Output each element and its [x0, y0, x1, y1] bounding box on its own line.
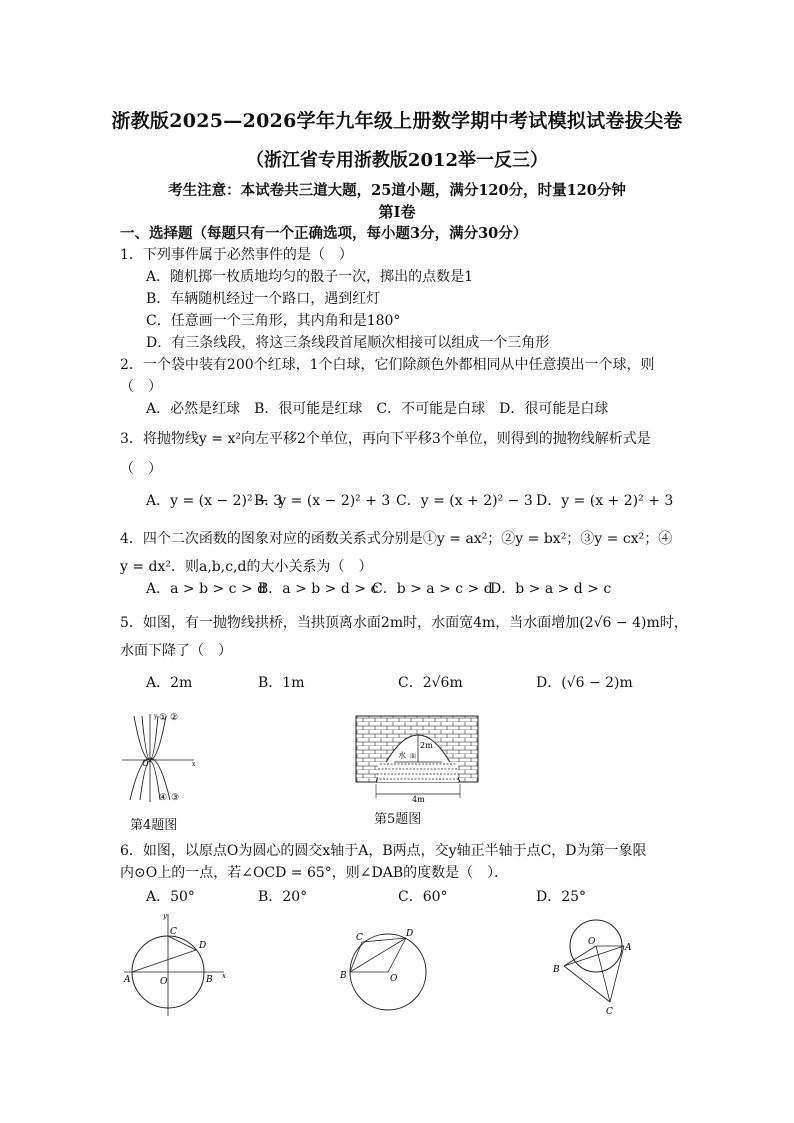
q3-stem: 3．将抛物线y = x²向左平移2个单位，再向下平移3个单位，则得到的抛物线解析式是 [120, 431, 651, 447]
fig4-label-y: y [154, 713, 158, 720]
fig6-label-x: x [222, 972, 226, 980]
fig6-label-c: C [170, 927, 177, 937]
fig6-label-d: D [199, 941, 207, 951]
q3-option-b: B．y = (x − 2)² + 3 [254, 493, 391, 509]
q6-stem-continued: 内⊙O上的一点，若∠OCD = 65°，则∠DAB的度数是（ ）． [120, 865, 509, 881]
q4-option-a: A．a > b > c > d [146, 581, 267, 597]
figure-q4-parabolas [118, 708, 198, 804]
q5-option-c: C．2√6m [398, 675, 463, 691]
fig6b-label-b: B [340, 971, 347, 981]
q3-bracket: （ ） [120, 461, 162, 477]
q5-stem: 5．如图，有一抛物线拱桥，当拱顶离水面2m时，水面宽4m，当水面增加(2√6 − 4)m时， [120, 615, 688, 631]
fig6b-label-o: O [390, 974, 398, 984]
figure-q5-arch-bridge [354, 714, 480, 804]
q5-option-b: B．1m [258, 675, 305, 691]
q1-option-a: A．随机掷一枚质地均匀的骰子一次，掷出的点数是1 [146, 269, 474, 285]
fig4-label-x: x [192, 761, 196, 768]
q4-stem-continued: y = dx²．则a,b,c,d的大小关系为（ ） [120, 559, 373, 575]
fig5-label-height: 2m [420, 741, 433, 750]
fig6-label-o: O [160, 977, 168, 987]
fig6c-label-c: C [606, 1007, 613, 1017]
q6-option-c: C．60° [398, 889, 448, 905]
fig5-label-water: 水 [398, 751, 406, 760]
q6-stem: 6．如图，以原点O为圆心的圆交x轴于A，B两点，交y轴正半轴于点C，D为第一象限 [120, 843, 647, 859]
q4-option-b: B．a > b > d > c [258, 581, 379, 597]
q6-option-a: A．50° [146, 889, 195, 905]
fig6c-label-b: B [553, 965, 560, 975]
fig4-label-origin: O [142, 759, 149, 768]
fig5-label-surface: 面 [410, 753, 417, 760]
q4-option-c: C．b > a > c > d [372, 581, 493, 597]
fig6-label-b: B [206, 975, 213, 985]
figure-q5-caption: 第5题图 [374, 812, 422, 827]
q6-option-b: B．20° [258, 889, 308, 905]
q2-options: A．必然是红球 B．很可能是红球 C．不可能是白球 D．很可能是白球 [146, 401, 609, 417]
q1-option-c: C．任意画一个三角形，其内角和是180° [146, 313, 401, 329]
fig6-label-a: A [124, 975, 131, 985]
fig4-label-one: ① [159, 713, 168, 723]
q4-stem: 4．四个二次函数的图象对应的函数关系式分别是①y = ax²；②y = bx²；③y = cx²；④ [120, 531, 673, 547]
fig6b-label-c: C [356, 933, 363, 943]
figure-q4-caption: 第4题图 [130, 818, 178, 833]
q1-option-d: D．有三条线段，将这三条线段首尾顺次相接可以组成一个三角形 [146, 335, 550, 351]
page-title: 浙教版2025—2026学年九年级上册数学期中考试模拟试卷拔尖卷 [111, 110, 683, 132]
q2-bracket: （ ） [120, 379, 162, 395]
q2-stem: 2．一个袋中装有200个红球，1个白球，它们除颜色外都相同从中任意摸出一个球，则 [120, 357, 655, 373]
q4-option-d: D．b > a > d > c [490, 581, 612, 597]
q5-option-a: A．2m [146, 675, 193, 691]
figure-q6-circle-axes [120, 908, 232, 1018]
q5-stem-continued: 水面下降了（ ） [120, 643, 232, 659]
fig6c-label-o: O [588, 937, 596, 947]
section-heading: 一、选择题（每题只有一个正确选项，每小题3分，满分30分） [120, 225, 528, 242]
q6-option-d: D．25° [536, 889, 587, 905]
fig4-label-two: ② [170, 713, 179, 723]
q1-stem: 1．下列事件属于必然事件的是（ ） [120, 247, 353, 263]
fig6b-label-d: D [406, 929, 414, 939]
q3-option-a: A．y = (x − 2)² − 3 [146, 493, 283, 509]
q3-option-c: C．y = (x + 2)² − 3 [396, 493, 533, 509]
fig6c-label-a: A [625, 943, 632, 953]
fig4-label-four: ④ [159, 793, 168, 803]
fig6-label-y: y [163, 912, 167, 920]
candidate-notice: 考生注意：本试卷共三道大题，25道小题，满分120分，时量120分钟 [168, 182, 626, 199]
figure-q6-circle-chords [334, 924, 430, 1016]
fig5-label-width: 4m [412, 795, 425, 804]
page-subtitle: （浙江省专用浙教版2012举一反三） [245, 150, 549, 171]
figure-q6-circle-triangle [548, 916, 638, 1020]
q1-option-b: B．车辆随机经过一个路口，遇到红灯 [146, 291, 381, 307]
fig4-label-three: ③ [171, 793, 180, 803]
volume-heading: 第Ⅰ卷 [378, 203, 416, 221]
q3-option-d: D．y = (x + 2)² + 3 [536, 493, 674, 509]
q5-option-d: D．(√6 − 2)m [536, 675, 633, 691]
